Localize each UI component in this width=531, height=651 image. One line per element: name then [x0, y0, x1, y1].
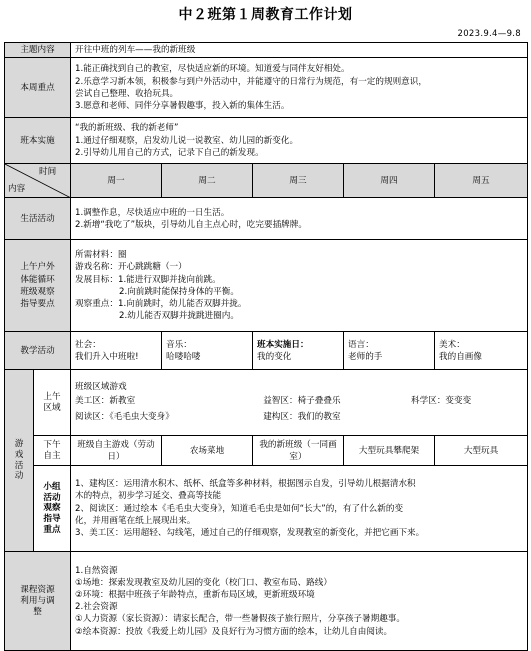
- time-label: 时间: [39, 167, 57, 178]
- group-key-content: [71, 466, 528, 552]
- class-practice-line: 1.通过仔细观察，启发幼儿说一说教室、幼儿园的新变化。: [75, 135, 299, 146]
- day-header-wednesday: 周三: [253, 164, 344, 198]
- afternoon-label: [34, 436, 71, 466]
- teaching-row: [5, 332, 528, 370]
- afternoon-cell-friday: 大型玩具: [435, 436, 528, 466]
- group-key-label: [34, 466, 71, 552]
- teaching-subject: 班本实施日：: [257, 339, 309, 350]
- morning-outdoor-label-line: 班级观察: [20, 286, 55, 297]
- theme-content: 开往中班的列车——我的新班级: [71, 43, 528, 58]
- resources-line: 2.社会资源: [75, 602, 118, 613]
- afternoon-cell-tuesday: 农场菜地: [162, 436, 253, 466]
- morning-outdoor-line: 2.向前跳时能保持身体的平衡。: [119, 286, 239, 297]
- theme-row: [5, 43, 528, 58]
- teaching-subject: 社会：: [75, 339, 101, 350]
- area-item: 科学区：变变变: [411, 395, 472, 406]
- games-label-text: 游戏活动: [14, 439, 24, 482]
- focus-label: 本周重点: [5, 58, 71, 118]
- resources-label: [5, 552, 71, 651]
- morning-outdoor-label-line: 上午户外: [20, 262, 55, 273]
- group-key-line: 3、美工区：运用超轻、勾线笔，通过自己的仔细观察，发现教室的新变化，并把它画下来。: [75, 528, 425, 538]
- resources-line: 1.自然资源: [75, 565, 118, 576]
- group-key-line: 2、阅读区：通过绘本《毛毛虫大变身》，知道毛毛虫是如何“长大”的，有了什么新的变: [75, 503, 404, 514]
- focus-content: [71, 58, 528, 118]
- resources-line: ①场地：探索发现教室及幼儿园的变化（校门口、教室布局、路线）: [75, 577, 332, 588]
- group-key-label-text: 小组活动观察指导重点: [43, 481, 61, 535]
- morning-area-content: [71, 370, 528, 436]
- morning-outdoor-label: [5, 240, 71, 332]
- content-label: 内容: [8, 184, 26, 195]
- morning-area-label: [34, 370, 71, 436]
- games-key-row: [5, 466, 528, 552]
- teaching-topic: 哈喽哈喽: [166, 351, 201, 362]
- teaching-cell-thursday: [344, 332, 435, 370]
- morning-outdoor-row: [5, 240, 528, 332]
- day-header-monday: 周一: [71, 164, 162, 198]
- life-row: [5, 198, 528, 240]
- day-header-friday: 周五: [435, 164, 528, 198]
- teaching-cell-monday: [71, 332, 162, 370]
- group-key-line: 木的特点，初步学习延交、叠高等技能: [75, 491, 222, 502]
- class-practice-label: 班本实施: [5, 118, 71, 164]
- focus-row: [5, 58, 528, 118]
- resources-row: [5, 552, 528, 651]
- morning-outdoor-line: 观察重点：1.向前跳时，幼儿能否双脚并拢。: [75, 298, 247, 309]
- afternoon-label-text: 下午自主: [43, 439, 61, 461]
- class-practice-line: “我的新班级、我的新老师”: [75, 123, 179, 134]
- morning-outdoor-label-line: 体能循环: [20, 274, 55, 285]
- teaching-cell-wednesday: [253, 332, 344, 370]
- resources-content: [71, 552, 528, 651]
- area-item: [411, 409, 523, 425]
- group-key-line: 1、建构区：运用清水积木、纸杯、纸盒等多种材料，根据图示自发，引导幼儿根据清水积: [75, 479, 416, 490]
- class-practice-line: 2.引导幼儿用自己的方式，记录下自己的新发现。: [75, 147, 264, 158]
- plan-title: 中２班第１周教育工作计划: [178, 7, 353, 23]
- area-list: [75, 393, 523, 425]
- morning-outdoor-label-line: 指导要点: [20, 298, 55, 309]
- area-item: 美工区：新教室: [75, 395, 136, 406]
- teaching-label: 教学活动: [5, 332, 71, 370]
- life-content: [71, 198, 528, 240]
- focus-line: 1.能正确找到自己的教室，尽快适应新的环境。知道爱与同伴友好相处。: [75, 64, 350, 75]
- time-content-diagonal-cell: [5, 164, 71, 198]
- group-key-line: 化，并用画笔在纸上展现出来。: [75, 515, 196, 526]
- weekly-plan-table: [4, 42, 528, 651]
- area-item: 益智区：椅子叠叠乐: [263, 395, 341, 406]
- day-header-thursday: 周四: [344, 164, 435, 198]
- teaching-topic: 老师的手: [348, 351, 383, 362]
- teaching-cell-friday: [435, 332, 528, 370]
- games-afternoon-row: [5, 436, 528, 466]
- area-item: 建构区：我们的教室: [263, 411, 341, 422]
- life-label: 生活活动: [5, 198, 71, 240]
- teaching-subject: 美术：: [439, 339, 465, 350]
- focus-line: 尝试自己整理、收拾玩具。: [75, 88, 179, 99]
- resources-label-text: 课程资源利用与调整: [20, 585, 55, 617]
- teaching-cell-tuesday: [162, 332, 253, 370]
- afternoon-cell-monday: 班级自主游戏（劳动日）: [71, 436, 162, 466]
- resources-line: ①人力资源（家长资源）：请家长配合，带一些暑假孩子旅行照片，分享孩子暑期趣事。: [75, 614, 405, 625]
- date-range: 2023.9.4—9.8: [457, 29, 521, 39]
- afternoon-cell-thursday: 大型玩具攀爬架: [344, 436, 435, 466]
- afternoon-cell-wednesday: 我的新班级（一同画室）: [253, 436, 344, 466]
- morning-outdoor-line: 游戏名称：开心跳跳糖（一）: [75, 262, 187, 273]
- days-header-row: [5, 164, 528, 198]
- class-practice-content: [71, 118, 528, 164]
- resources-line: ②环境：根据中班孩子年龄特点，重新布局区域，更新班级环境: [75, 590, 315, 600]
- teaching-topic: 我的变化: [257, 351, 292, 362]
- resources-line: ②绘本资源：投放《我爱上幼儿园》及良好行为习惯方面的绘本，让幼儿自由阅读。: [75, 626, 393, 637]
- morning-outdoor-line: 2.幼儿能否双脚并拢跳进圈内。: [119, 311, 239, 322]
- life-line: 2.新增“我吃了”版块，引导幼儿自主点心时，吃完要插牌牌。: [75, 219, 307, 230]
- games-morning-row: [5, 370, 528, 436]
- teaching-subject: 语言：: [348, 339, 374, 350]
- games-label: [5, 370, 34, 552]
- teaching-topic: 我的自画像: [439, 351, 482, 362]
- day-header-tuesday: 周二: [162, 164, 253, 198]
- focus-line: 3.愿意和老师、同伴分享暑假趣事，投入新的集体生活。: [75, 100, 290, 111]
- morning-outdoor-line: 发展目标：1.能进行双脚并拢向前跳。: [75, 274, 221, 285]
- morning-area-title: 班级区域游戏: [75, 381, 127, 392]
- focus-line: 2.乐意学习新本领，积极参与到户外活动中，并能遵守的日常行为规范，有一定的规则意识，: [75, 76, 427, 87]
- class-practice-row: [5, 118, 528, 164]
- morning-area-label-text: 上午区域: [43, 391, 61, 413]
- life-line: 1.调整作息，尽快适应中班的一日生活。: [75, 207, 230, 218]
- theme-label: 主题内容: [5, 43, 71, 58]
- teaching-topic: 我们升入中班啦!: [75, 351, 139, 362]
- teaching-subject: 音乐：: [166, 339, 192, 350]
- area-item: 阅读区：《毛毛虫大变身》: [75, 411, 174, 422]
- morning-outdoor-line: 所需材料：圈: [75, 250, 127, 261]
- morning-outdoor-content: [71, 240, 528, 332]
